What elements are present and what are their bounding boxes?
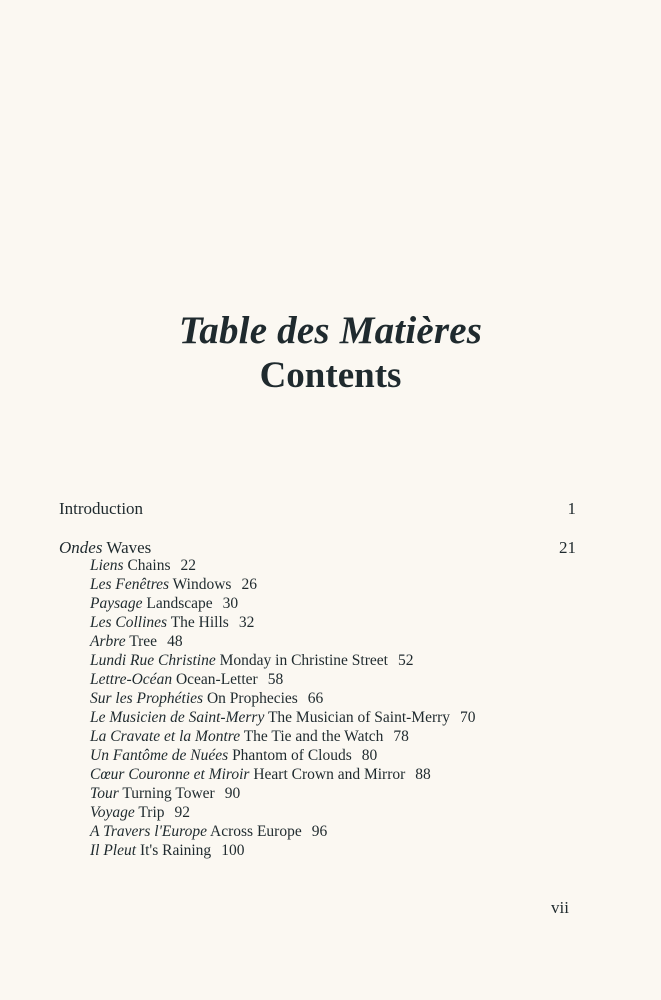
poem-page-number: 32 (238, 614, 255, 631)
poem-page-number: 30 (222, 595, 239, 612)
toc-poem-entry (90, 784, 240, 803)
poem-title-english: It's Raining (139, 842, 212, 859)
poem-title-french: Arbre (90, 633, 126, 650)
poem-title-french: Lettre-Océan (90, 671, 173, 688)
poem-title-english: Monday in Christine Street (219, 652, 388, 669)
poem-title-english: Landscape (146, 595, 213, 612)
toc-poem-entry (90, 613, 254, 632)
poem-page-number: 96 (311, 823, 328, 840)
toc-poem-entry (90, 651, 413, 670)
poem-title-english: The Hills (170, 614, 229, 631)
poem-page-number: 66 (307, 690, 324, 707)
poem-title-french: Un Fantôme de Nuées (90, 747, 229, 764)
toc-poem-entry (90, 670, 283, 689)
poem-page-number: 48 (167, 633, 183, 650)
toc-poem-entry (90, 594, 238, 613)
toc-poem-entry (90, 822, 327, 841)
poem-title-english: The Musician of Saint-Merry (267, 709, 451, 726)
poem-page-number: 52 (397, 652, 414, 669)
poem-title-french: Il Pleut (90, 842, 137, 859)
poem-page-number: 100 (221, 842, 245, 859)
poem-title-french: Cœur Couronne et Miroir (90, 766, 250, 783)
poem-title-english: Trip (138, 804, 165, 821)
section-page-number: 21 (559, 538, 576, 557)
poem-title-french: Lundi Rue Christine (90, 652, 216, 669)
entry-page-number: 1 (567, 499, 576, 518)
poem-page-number: 70 (460, 709, 476, 726)
poem-page-number: 80 (361, 747, 378, 764)
toc-poem-entry (90, 727, 409, 746)
poem-title-english: Chains (127, 557, 171, 574)
poem-page-number: 26 (241, 576, 257, 593)
poem-title-french: Le Musicien de Saint-Merry (90, 709, 265, 726)
poem-title-french: A Travers l'Europe (90, 823, 207, 840)
toc-poem-entry (90, 575, 257, 594)
poem-page-number: 58 (267, 671, 284, 688)
poem-title-english: Windows (172, 576, 232, 593)
poem-page-number: 78 (393, 728, 409, 745)
toc-poem-entry (90, 556, 196, 575)
poem-title-french: Liens (90, 557, 124, 574)
toc-section-ondes (59, 538, 576, 558)
poem-title-english: Across Europe (210, 823, 302, 840)
poem-page-number: 92 (174, 804, 191, 821)
poem-title-french: Paysage (90, 595, 143, 612)
toc-poem-entry (90, 689, 323, 708)
poem-title-english: Tree (129, 633, 158, 650)
poem-title-english: The Tie and the Watch (243, 728, 384, 745)
toc-poem-entry (90, 765, 431, 784)
poem-title-french: Voyage (90, 804, 135, 821)
toc-poem-entry (90, 746, 377, 765)
poem-title-french: Les Collines (90, 614, 168, 631)
title-english: Contents (259, 355, 402, 396)
poem-title-english: Heart Crown and Mirror (253, 766, 406, 783)
poem-title-french: Les Fenêtres (90, 576, 170, 593)
toc-entry-introduction (59, 499, 576, 519)
poem-title-english: Phantom of Clouds (232, 747, 352, 764)
poem-title-french: La Cravate et la Montre (90, 728, 241, 745)
toc-poem-entry (90, 708, 476, 727)
poem-title-french: Sur les Prophéties (90, 690, 204, 707)
poem-page-number: 90 (224, 785, 241, 802)
poem-title-english: Ocean-Letter (175, 671, 258, 688)
toc-poem-entry (90, 803, 190, 822)
poem-title-english: On Prophecies (206, 690, 298, 707)
poem-title-english: Turning Tower (122, 785, 215, 802)
entry-label: Introduction (59, 499, 144, 518)
poem-page-number: 88 (415, 766, 431, 783)
toc-poem-entry (90, 841, 244, 860)
section-title-english: Waves (106, 538, 152, 557)
toc-poem-entry (90, 632, 183, 651)
poem-title-french: Tour (90, 785, 119, 802)
poem-page-number: 22 (180, 557, 197, 574)
title-french: Table des Matières (178, 309, 483, 352)
page-folio-number: vii (551, 898, 569, 917)
section-title-french: Ondes (59, 538, 103, 557)
